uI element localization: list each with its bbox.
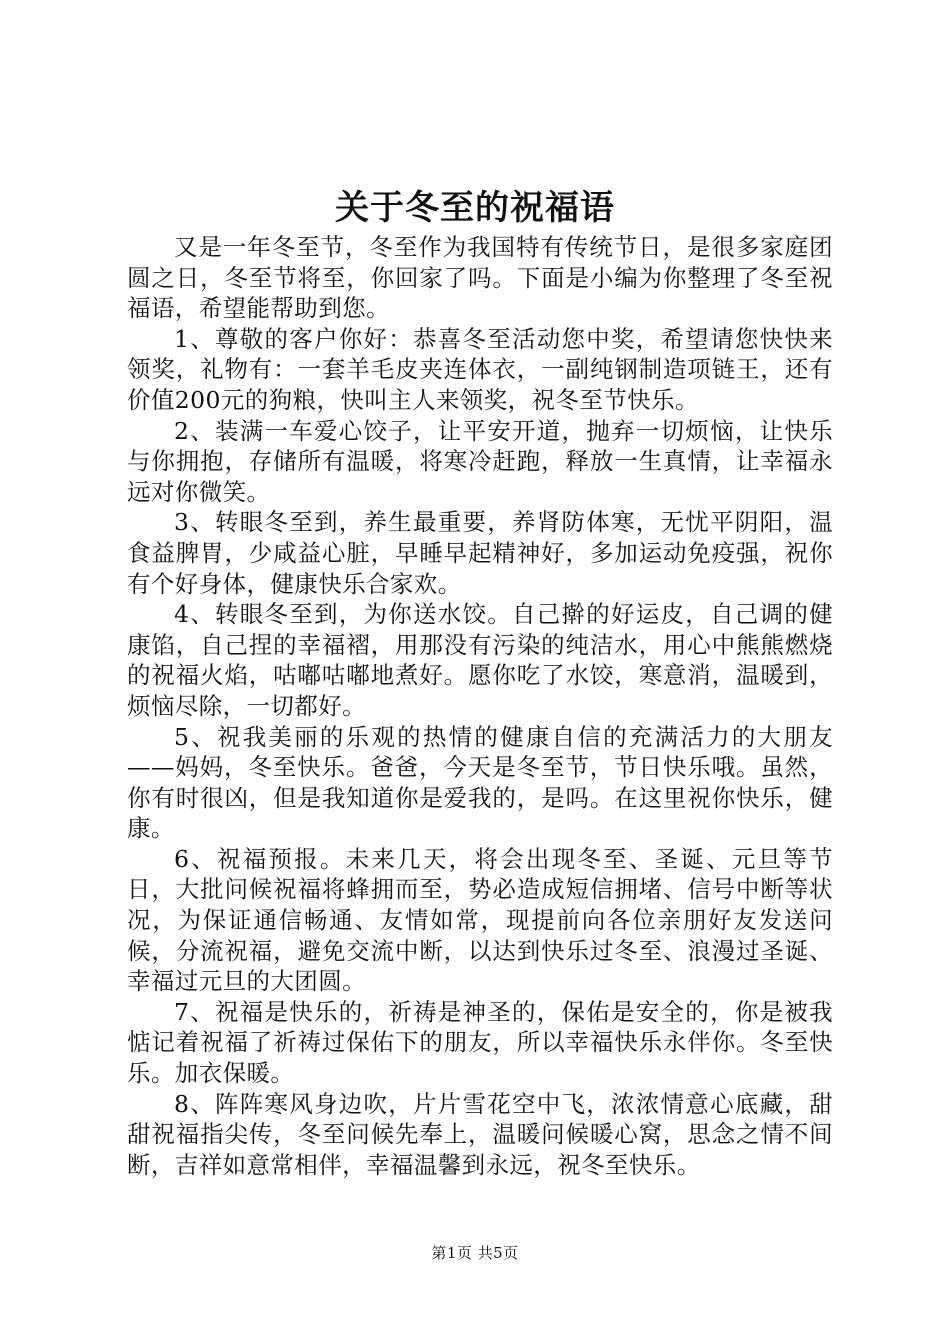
paragraph-item-1: 1、尊敬的客户你好：恭喜冬至活动您中奖，希望请您快快来领奖，礼物有：一套羊毛皮夹连体衣，一副纯钢制造项链王，还有价值200元的狗粮，快叫主人来领奖，祝冬至节快乐。 (127, 324, 833, 414)
paragraph-intro: 又是一年冬至节，冬至作为我国特有传统节日，是很多家庭团圆之日，冬至节将至，你回家了吗。下面是小编为你整理了冬至祝福语，希望能帮助到您。 (127, 233, 833, 323)
paragraph-item-2: 2、装满一车爱心饺子，让平安开道，抛弃一切烦恼，让快乐与你拥抱，存储所有温暖，将寒冷赶跑，释放一生真情，让幸福永远对你微笑。 (127, 416, 833, 506)
page-footer: 第1页 共5页 (431, 1244, 519, 1262)
paragraph-item-4: 4、转眼冬至到，为你送水饺。自己擀的好运皮，自己调的健康馅，自己捏的幸福褶，用那没有污染的纯洁水，用心中熊熊燃烧的祝福火焰，咕嘟咕嘟地煮好。愿你吃了水饺，寒意消，温暖到，烦恼尽除，一切都好。 (127, 600, 833, 720)
paragraph-item-6: 6、祝福预报。未来几天，将会出现冬至、圣诞、元旦等节日，大批问候祝福将蜂拥而至，势必造成短信拥堵、信号中断等状况，为保证通信畅通、友情如常，现提前向各位亲朋好友发送问候，分流祝福，避免交流中断，以达到快乐过冬至、浪漫过圣诞、幸福过元旦的大团圆。 (127, 844, 833, 996)
document-body (127, 232, 833, 1180)
paragraph-item-8: 8、阵阵寒风身边吹，片片雪花空中飞，浓浓情意心底藏，甜甜祝福指尖传，冬至问候先奉上，温暖问候暖心窝，思念之情不间断，吉祥如意常相伴，幸福温馨到永远，祝冬至快乐。 (127, 1089, 833, 1179)
paragraph-item-3: 3、转眼冬至到，养生最重要，养肾防体寒，无忧平阴阳，温食益脾胃，少咸益心脏，早睡早起精神好，多加运动免疫强，祝你有个好身体，健康快乐合家欢。 (127, 508, 833, 598)
paragraph-item-7: 7、祝福是快乐的，祈祷是神圣的，保佑是安全的，你是被我惦记着祝福了祈祷过保佑下的朋友，所以幸福快乐永伴你。冬至快乐。加衣保暖。 (127, 997, 833, 1088)
page-title: 关于冬至的祝福语 (335, 188, 615, 228)
paragraph-item-5: 5、祝我美丽的乐观的热情的健康自信的充满活力的大朋友——妈妈，冬至快乐。爸爸，今天是冬至节，节日快乐哦。虽然，你有时很凶，但是我知道你是爱我的，是吗。在这里祝你快乐，健康。 (127, 722, 833, 843)
